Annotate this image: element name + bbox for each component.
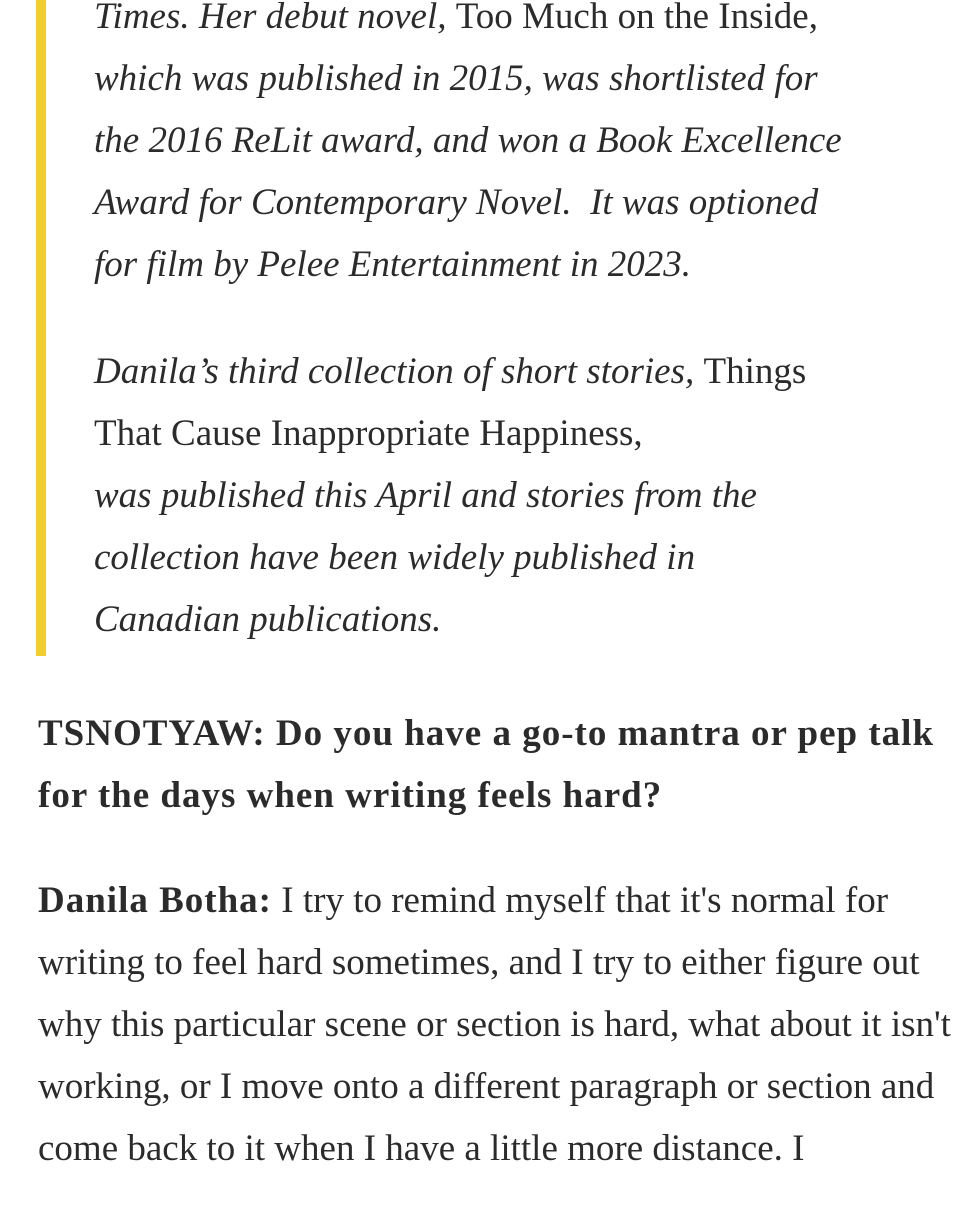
interview-answer (38, 870, 958, 1180)
interview-question (38, 703, 958, 827)
bio-line-6: was published this April and stories from the (94, 475, 757, 516)
collection-title-part-1: Things (703, 351, 807, 392)
collection-title-part-2: That Cause Inappropriate Happiness, (94, 413, 643, 454)
author-bio-blockquote (36, 0, 980, 656)
bio-line-2: which was published in 2015, was shortlisted for (94, 58, 818, 99)
bio-intro: Danila’s third collection of short stories, (94, 351, 695, 392)
bio-paragraph-2 (94, 341, 974, 651)
bio-line-4: Award for Contemporary Novel. It was optioned (94, 182, 819, 223)
blockquote-accent-bar (36, 0, 46, 656)
question-speaker: TSNOTYAW: (38, 713, 266, 754)
novel-title: Too Much on the Inside, (455, 0, 818, 37)
bio-line-5: for film by Pelee Entertainment in 2023. (94, 244, 692, 285)
bio-line-8: Canadian publications. (94, 599, 442, 640)
bio-line-1: Times. Her debut novel, (94, 0, 447, 37)
answer-text: I try to remind myself that it's normal for writing to feel hard sometimes, and I try to either figure out why this particular scene or section is hard, what about it isn't working, or I move onto a different paragraph or section and come back to it when I have a little more distance. I (38, 880, 951, 1169)
bio-line-7: collection have been widely published in (94, 537, 696, 578)
question-text: Do you have a go-to mantra or pep talk for the days when writing feels hard? (38, 713, 935, 816)
bio-paragraph-1 (94, 0, 974, 296)
bio-line-3: the 2016 ReLit award, and won a Book Excellence (94, 120, 842, 161)
blockquote-text (94, 0, 974, 651)
answer-speaker: Danila Botha: (38, 880, 273, 921)
